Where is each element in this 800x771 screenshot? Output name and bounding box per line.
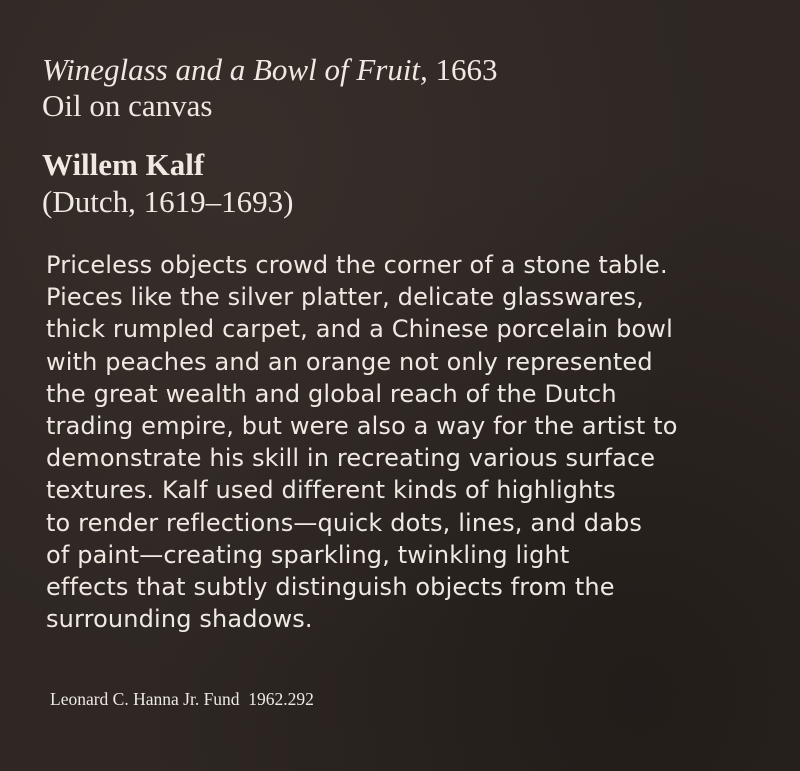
description-line: Pieces like the silver platter, delicate glasswares, — [46, 283, 644, 312]
artwork-description — [46, 249, 786, 635]
artwork-title: Wineglass and a Bowl of Fruit, — [42, 52, 428, 87]
description-line: demonstrate his skill in recreating various surface — [46, 444, 656, 473]
artwork-medium: Oil on canvas — [42, 88, 213, 123]
description-line: effects that subtly distinguish objects from the — [46, 573, 615, 602]
description-line: surrounding shadows. — [46, 605, 313, 634]
credit-line: Leonard C. Hanna Jr. Fund 1962.292 — [50, 689, 314, 709]
description-line: textures. Kalf used different kinds of highlights — [46, 476, 616, 505]
artist-nationality-dates: (Dutch, 1619–1693) — [42, 184, 294, 219]
description-line: thick rumpled carpet, and a Chinese porcelain bowl — [46, 315, 673, 344]
description-line: the great wealth and global reach of the Dutch — [46, 379, 617, 408]
description-line: of paint—creating sparkling, twinkling light — [46, 540, 570, 569]
artist-name: Willem Kalf — [42, 147, 205, 182]
description-line: with peaches and an orange not only represented — [46, 347, 653, 376]
artwork-title-line — [42, 52, 498, 88]
description-line: to render reflections—quick dots, lines, and dabs — [46, 508, 643, 537]
artwork-date: 1663 — [435, 52, 498, 87]
description-line: Priceless objects crowd the corner of a stone table. — [46, 251, 668, 279]
description-line: trading empire, but were also a way for the artist to — [46, 412, 678, 441]
